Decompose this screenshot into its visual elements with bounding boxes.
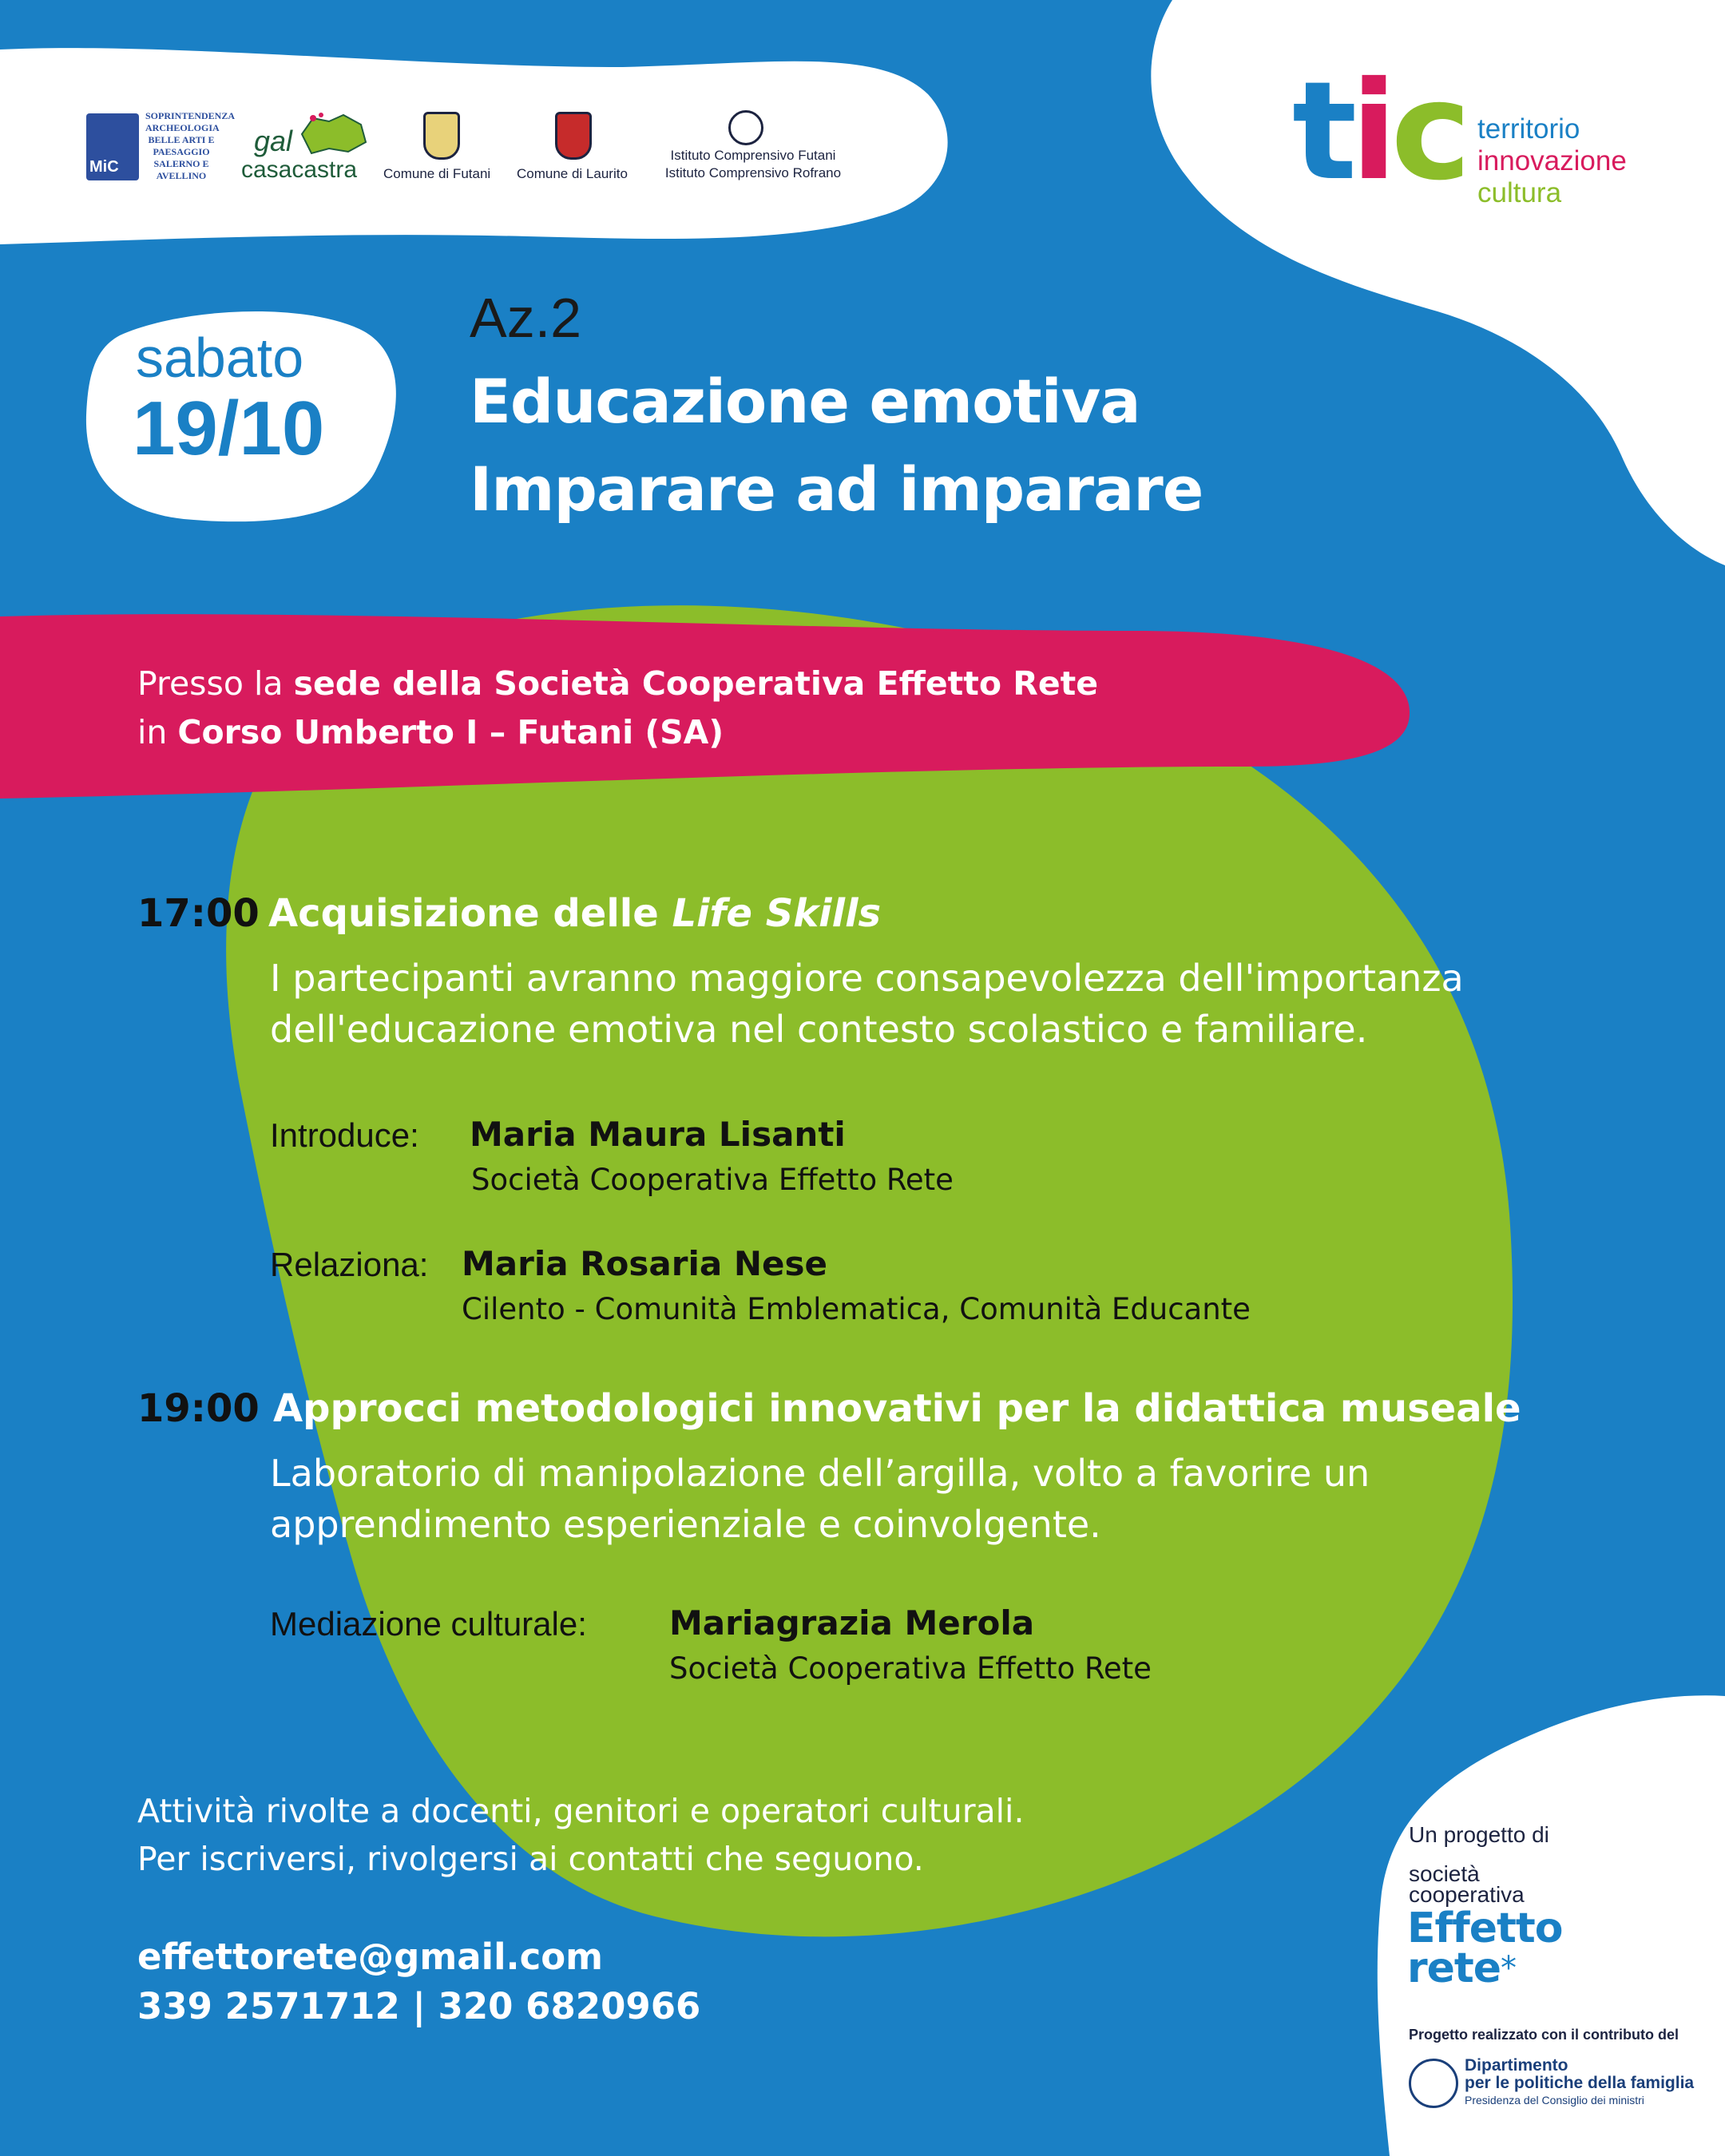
tic-logo-t: t: [1292, 53, 1351, 211]
tic-tagline: [1477, 113, 1627, 209]
italian-republic-emblem-icon: [728, 110, 763, 145]
tic-logo-c: c: [1390, 53, 1465, 211]
mic-logo-label: MiC: [89, 158, 119, 176]
comune-laurito-label: Comune di Laurito: [517, 166, 628, 181]
program-desc-2b: apprendimento esperienziale e coinvolgente.: [270, 1503, 1101, 1546]
speaker-name: Maria Maura Lisanti: [470, 1115, 846, 1154]
contact-phones[interactable]: 339 2571712 | 320 6820966: [137, 1985, 701, 2027]
tic-logo: [1292, 53, 1465, 211]
venue-address: Corso Umberto I – Futani (SA): [177, 713, 724, 751]
venue-line-1: [137, 664, 1098, 703]
registration-note: Per iscriversi, rivolgersi ai contatti che seguono.: [137, 1840, 924, 1878]
speaker-org: Cilento - Comunità Emblematica, Comunità Educante: [462, 1292, 1251, 1326]
venue-in: in: [137, 713, 178, 751]
venue-line-2: [137, 713, 724, 751]
comune-futani-label: Comune di Futani: [383, 166, 491, 181]
speaker-role: Mediazione culturale:: [270, 1605, 587, 1643]
department-line-1: Dipartimento: [1465, 2056, 1568, 2075]
department-subtitle: Presidenza del Consiglio dei ministri: [1465, 2094, 1644, 2106]
program-desc-2a: Laboratorio di manipolazione dell’argilla, volto a favorire un: [270, 1452, 1370, 1495]
coop-line-1: società: [1409, 1861, 1480, 1886]
soprintendenza-logo-text: SOPRINTENDENZA ARCHEOLOGIA BELLE ARTI E PAESAGGIO SALERNO E AVELLINO: [145, 110, 236, 181]
venue-prefix: Presso la: [137, 664, 294, 703]
speaker-org: Società Cooperativa Effetto Rete: [669, 1651, 1152, 1686]
venue-place: sede della Società Cooperativa Effetto Rete: [293, 664, 1099, 703]
audience-note: Attività rivolte a docenti, genitori e operatori culturali.: [137, 1792, 1025, 1830]
laurito-crest-icon: [555, 112, 592, 160]
department-line-2: per le politiche della famiglia: [1465, 2074, 1695, 2092]
program-desc-1b: dell'educazione emotiva nel contesto scolastico e familiare.: [270, 1008, 1368, 1051]
program-title-2: Approcci metodologici innovativi per la didattica museale: [273, 1386, 1521, 1431]
brand-word-rete: rete: [1407, 1944, 1501, 1992]
speaker-name: Maria Rosaria Nese: [462, 1244, 827, 1283]
title-line-2: Imparare ad imparare: [470, 454, 1204, 525]
gal-logo-name: casacastra: [241, 157, 358, 183]
date-day: sabato: [136, 327, 304, 389]
gal-logo-prefix: gal: [254, 125, 293, 157]
tic-territorio: territorio: [1477, 113, 1580, 145]
brand-line-1: Effetto: [1407, 1904, 1563, 1952]
tic-logo-i: i: [1350, 53, 1391, 211]
government-emblem-icon: [1409, 2059, 1458, 2108]
speaker-org: Società Cooperativa Effetto Rete: [471, 1163, 954, 1197]
program-title-1-italic: Life Skills: [672, 891, 882, 936]
speaker-role: Relaziona:: [270, 1246, 429, 1283]
effetto-rete-logo: [1407, 1904, 1563, 1992]
coop-line-2: cooperativa: [1409, 1882, 1525, 1907]
speaker-name: Mariagrazia Merola: [669, 1603, 1035, 1643]
coop-small-text: [1409, 1861, 1525, 1907]
program-title-1: [268, 891, 881, 936]
tic-cultura: cultura: [1477, 177, 1562, 208]
speaker-role: Introduce:: [270, 1116, 419, 1154]
istituto-futani: Istituto Comprensivo Futani: [670, 148, 836, 163]
program-desc-1a: I partecipanti avranno maggiore consapevolezza dell'importanza: [270, 957, 1464, 1000]
title-line-1: Educazione emotiva: [470, 366, 1140, 437]
istituto-rofrano: Istituto Comprensivo Rofrano: [664, 165, 842, 180]
program-time-1: 17:00: [137, 891, 260, 936]
action-label: Az.2: [470, 287, 582, 349]
contribution-note: Progetto realizzato con il contributo del: [1409, 2027, 1679, 2043]
brand-star: *: [1501, 1950, 1517, 1987]
gal-map-icon: [297, 110, 371, 158]
program-time-2: 19:00: [137, 1386, 260, 1431]
program-title-1-text: Acquisizione delle: [268, 891, 672, 936]
tic-innovazione: innovazione: [1477, 145, 1627, 176]
brand-line-2: [1407, 1944, 1562, 1992]
department-name: [1465, 2057, 1694, 2092]
project-label: Un progetto di: [1409, 1822, 1549, 1847]
istituto-label: [661, 147, 845, 182]
date-number: 19/10: [133, 386, 325, 471]
contact-email[interactable]: effettorete@gmail.com: [137, 1936, 604, 1978]
futani-crest-icon: [423, 112, 460, 160]
